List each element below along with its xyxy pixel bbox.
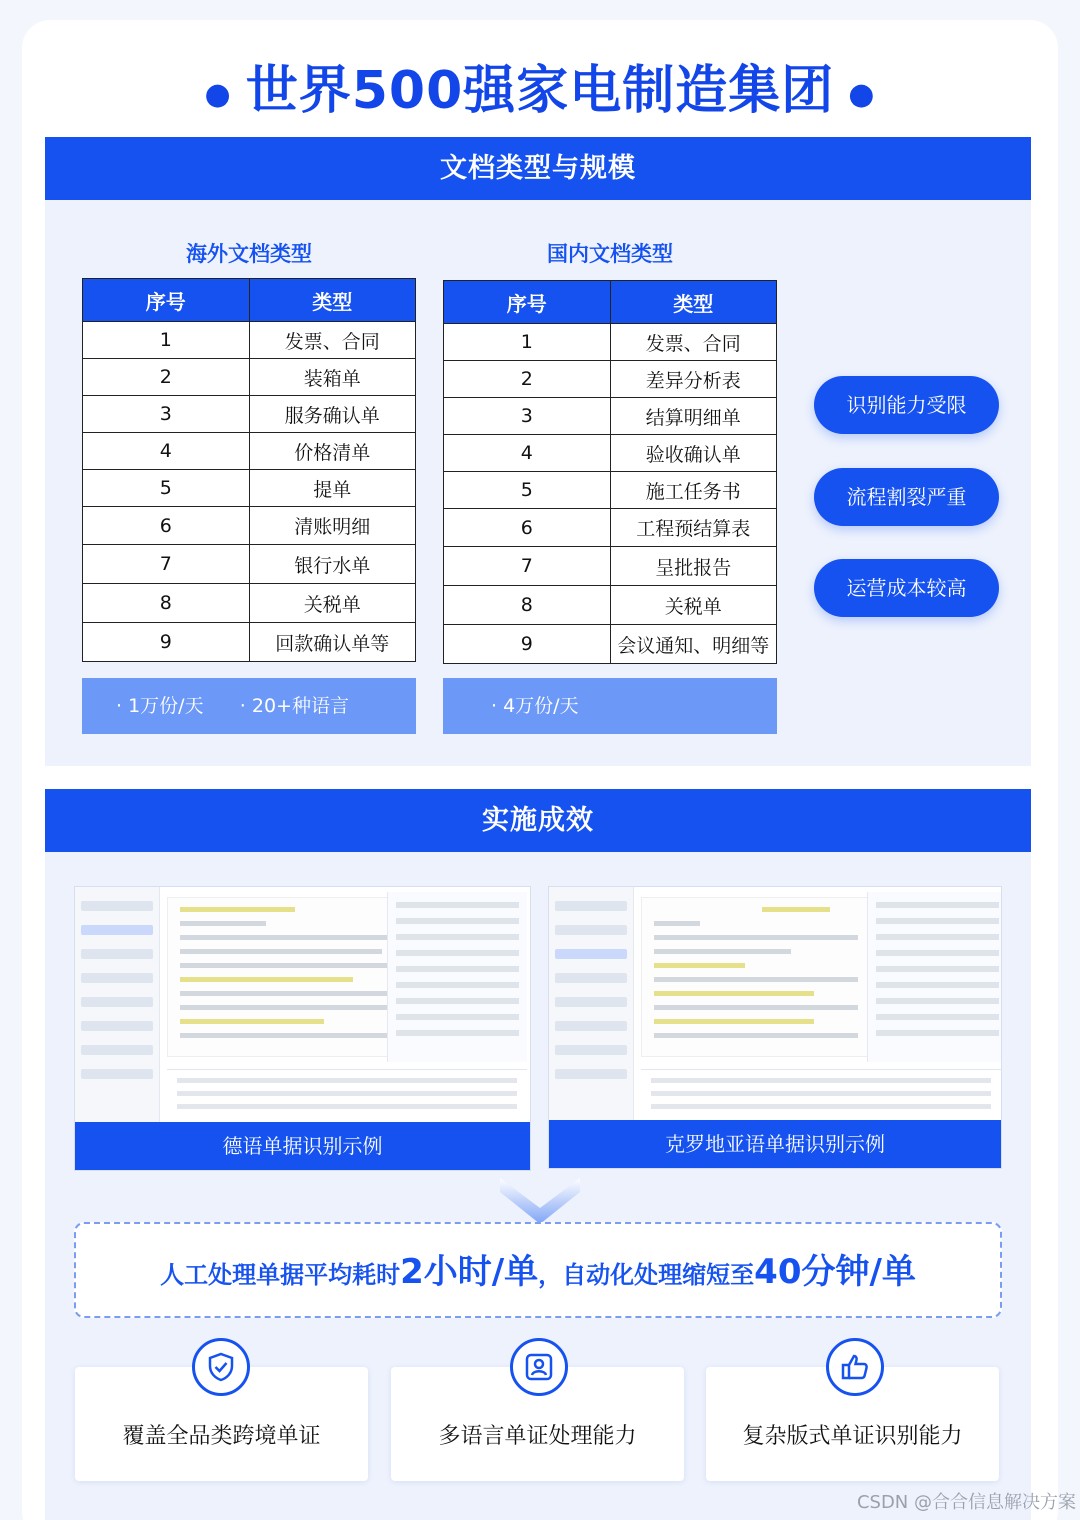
id-card-icon: [510, 1338, 568, 1396]
doc-type-cell: 结算明细单: [610, 398, 777, 435]
row-index-cell: 4: [444, 435, 611, 472]
doc-type-cell: 施工任务书: [610, 472, 777, 509]
section-banner-doc-types: 文档类型与规模: [45, 137, 1031, 200]
overseas-table-title: 海外文档类型: [186, 242, 312, 266]
table-row: [83, 623, 416, 662]
row-index-cell: 6: [444, 509, 611, 547]
doc-type-cell: 关税单: [249, 584, 416, 623]
table-row: [83, 322, 416, 359]
row-index-cell: 8: [83, 584, 250, 623]
page-title: [0, 48, 1080, 123]
mock-file-list: [75, 887, 160, 1122]
thumbs-up-icon: [826, 1338, 884, 1396]
mock-file-list: [549, 887, 634, 1120]
mock-result-table: [641, 1069, 1001, 1119]
doc-type-cell: 差异分析表: [610, 361, 777, 398]
doc-type-cell: 服务确认单: [249, 396, 416, 433]
mock-document-preview: [641, 897, 871, 1057]
mock-field-panel: [867, 892, 1002, 1062]
pain-point-recognition: 识别能力受限: [814, 376, 999, 434]
page-title-text: 世界500强家电制造集团: [245, 61, 835, 121]
croatian-example-screenshot: [548, 886, 1002, 1169]
shield-check-icon: [192, 1338, 250, 1396]
row-index-cell: 9: [444, 625, 611, 664]
title-bullet-right: ●: [848, 76, 876, 112]
croatian-example-caption: 克罗地亚语单据识别示例: [549, 1120, 1001, 1168]
column-header-index: 序号: [444, 281, 611, 324]
title-bullet-left: ●: [204, 76, 232, 112]
row-index-cell: 3: [444, 398, 611, 435]
table-row: [83, 359, 416, 396]
result-manual-time: 2小时/单: [400, 1252, 539, 1292]
doc-type-cell: 清账明细: [249, 507, 416, 545]
domestic-table-title: 国内文档类型: [547, 242, 673, 266]
column-header-type: 类型: [249, 279, 416, 322]
doc-type-cell: 提单: [249, 470, 416, 507]
row-index-cell: 1: [444, 324, 611, 361]
feature-label: 覆盖全品类跨境单证: [122, 1424, 321, 1449]
feature-label: 复杂版式单证识别能力: [742, 1424, 963, 1449]
row-index-cell: 3: [83, 396, 250, 433]
table-row: [444, 472, 777, 509]
table-row: [444, 625, 777, 664]
row-index-cell: 9: [83, 623, 250, 662]
doc-type-cell: 验收确认单: [610, 435, 777, 472]
row-index-cell: 1: [83, 322, 250, 359]
result-auto-time: 40分钟/单: [754, 1252, 916, 1292]
chevron-down-icon: [500, 1178, 580, 1224]
doc-type-cell: 工程预结算表: [610, 509, 777, 547]
row-index-cell: 2: [444, 361, 611, 398]
row-index-cell: 7: [444, 547, 611, 586]
row-index-cell: 2: [83, 359, 250, 396]
domestic-doc-table: [443, 280, 777, 664]
doc-type-cell: 装箱单: [249, 359, 416, 396]
doc-type-cell: 回款确认单等: [249, 623, 416, 662]
column-header-index: 序号: [83, 279, 250, 322]
section-banner-results: 实施成效: [45, 789, 1031, 852]
table-row: [444, 324, 777, 361]
doc-type-cell: 银行水单: [249, 545, 416, 584]
doc-type-cell: 呈批报告: [610, 547, 777, 586]
table-row: [444, 547, 777, 586]
row-index-cell: 8: [444, 586, 611, 625]
domestic-volume: · 4万份/天: [443, 678, 777, 734]
doc-type-cell: 会议通知、明细等: [610, 625, 777, 664]
doc-type-cell: 关税单: [610, 586, 777, 625]
table-row: [444, 586, 777, 625]
result-text-1: 人工处理单据平均耗时: [160, 1261, 401, 1289]
table-row: [83, 396, 416, 433]
row-index-cell: 6: [83, 507, 250, 545]
watermark: CSDN @合合信息解决方案: [856, 1492, 1076, 1513]
result-text-2: ，自动化处理缩短至: [538, 1261, 755, 1289]
overseas-doc-table: [82, 278, 416, 662]
row-index-cell: 4: [83, 433, 250, 470]
table-row: [83, 470, 416, 507]
table-row: [83, 433, 416, 470]
table-row: [83, 507, 416, 545]
table-row: [83, 545, 416, 584]
row-index-cell: 5: [83, 470, 250, 507]
overseas-volume: · 1万份/天 · 20+种语言: [82, 678, 416, 734]
doc-type-cell: 发票、合同: [249, 322, 416, 359]
doc-type-cell: 发票、合同: [610, 324, 777, 361]
efficiency-result-box: [74, 1222, 1002, 1318]
mock-field-panel: [387, 892, 527, 1062]
mock-result-table: [167, 1069, 527, 1119]
german-example-caption: 德语单据识别示例: [75, 1122, 530, 1170]
pain-point-cost: 运营成本较高: [814, 559, 999, 617]
table-row: [444, 435, 777, 472]
german-example-screenshot: [74, 886, 531, 1171]
table-row: [83, 584, 416, 623]
table-row: [444, 398, 777, 435]
feature-label: 多语言单证处理能力: [438, 1424, 637, 1449]
pain-point-process: 流程割裂严重: [814, 468, 999, 526]
row-index-cell: 7: [83, 545, 250, 584]
table-row: [444, 509, 777, 547]
row-index-cell: 5: [444, 472, 611, 509]
doc-type-cell: 价格清单: [249, 433, 416, 470]
column-header-type: 类型: [610, 281, 777, 324]
table-row: [444, 361, 777, 398]
